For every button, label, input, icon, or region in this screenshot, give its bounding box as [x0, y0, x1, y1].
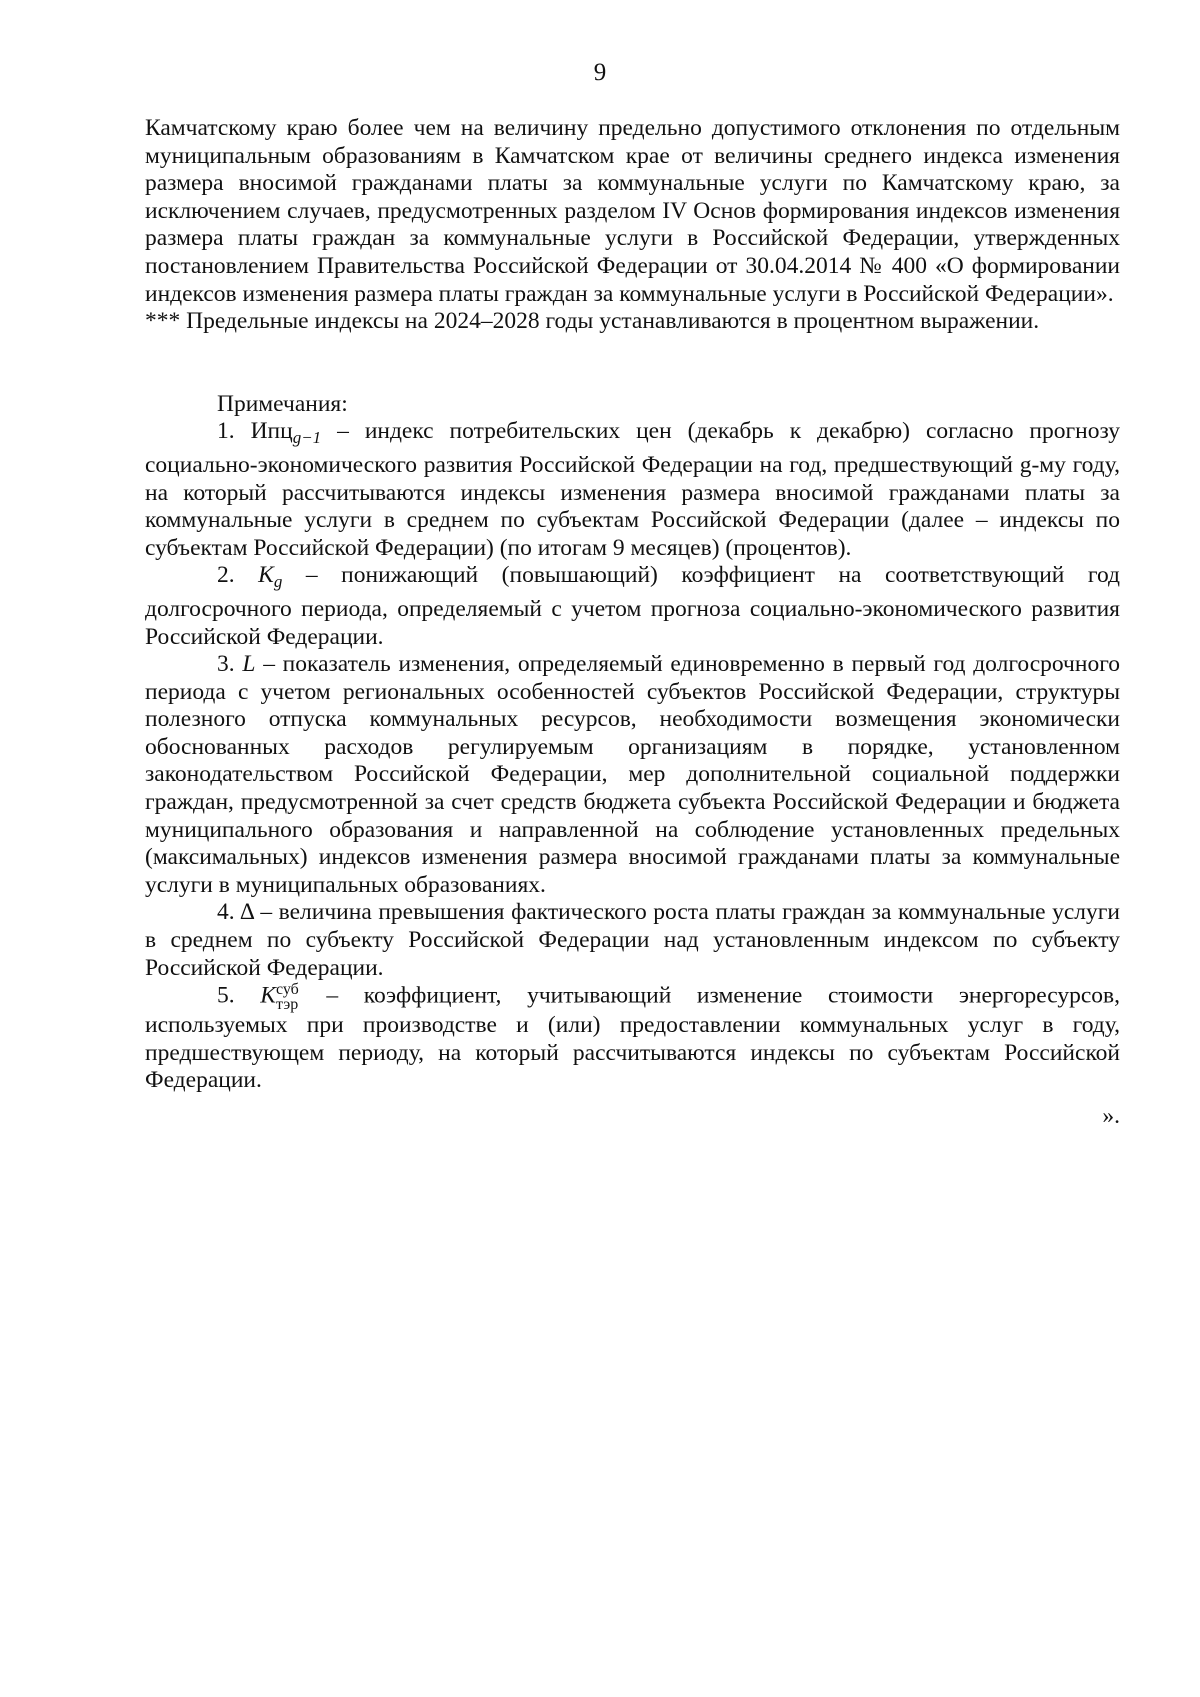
- note-number: 3.: [217, 651, 235, 678]
- note-number: 4.: [217, 899, 235, 926]
- note-symbol: Δ: [239, 899, 254, 926]
- footnote: [145, 308, 1120, 336]
- note-number: 2.: [217, 562, 235, 589]
- note-item: [145, 982, 1120, 1095]
- note-text: – коэффициент, учитывающий изменение стоимости энергоресурсов, используемых при производстве и (или) предоставлении коммунальных услуг в году, предшествующем периоду, на который рассчитываются индексы по субъектам Российской Федерации.: [145, 982, 1120, 1094]
- note-item: [145, 899, 1120, 982]
- note-symbol-subscript: тэр: [275, 996, 299, 1014]
- note-item: [145, 651, 1120, 899]
- note-symbol-superscript: суб: [275, 981, 299, 999]
- continuation-paragraph: Камчатскому краю более чем на величину предельно допустимого отклонения по отдельным муниципальным образованиям в Камчатском крае от величины среднего индекса изменения размера вносимой гражданами платы за коммунальные услуги по Камчатскому краю, за исключением случаев, предусмотренных разделом IV Основ формирования индексов изменения размера платы граждан за коммунальные услуги в Российской Федерации, утвержденных постановлением Правительства Российской Федерации от 30.04.2014 № 400 «О формировании индексов изменения размера платы граждан за коммунальные услуги в Российской Федерации».: [145, 115, 1120, 307]
- note-text: – понижающий (повышающий) коэффициент на соответствующий год долгосрочного периода, определяемый с учетом прогноза социально-экономического развития Российской Федерации.: [145, 562, 1120, 650]
- note-number: 5.: [217, 982, 235, 1009]
- note-symbol: K: [258, 562, 274, 589]
- page-number: 9: [593, 59, 607, 86]
- note-number: 1.: [217, 418, 235, 445]
- notes-title: Примечания:: [217, 390, 348, 417]
- note-symbol-subscript: g−1: [292, 428, 322, 448]
- footnote-marker: ***: [145, 308, 181, 335]
- note-text: – показатель изменения, определяемый единовременно в первый год долгосрочного периода с учетом региональных особенностей субъектов Российской Федерации, структуры полезного отпуска коммунальных ресурсов, необходимости возмещения экономически обоснованных расходов регулируемым организациям в порядке, установленном законодательством Российской Федерации, мер дополнительной социальной поддержки граждан, предусмотренной за счет средств бюджета субъекта Российской Федерации и бюджета муниципального образования и направленной на соблюдение установленных предельных (максимальных) индексов изменения размера вносимой гражданами платы за коммунальные услуги в муниципальных образованиях.: [145, 651, 1121, 898]
- note-symbol-scripts: [276, 982, 299, 1012]
- note-symbol: K: [260, 982, 276, 1009]
- note-symbol-subscript: g: [273, 572, 283, 592]
- note-item: [145, 418, 1120, 562]
- note-symbol: Ипц: [250, 418, 293, 445]
- note-item: [145, 562, 1120, 651]
- note-text: – индекс потребительских цен (декабрь к декабрю) согласно прогнозу социально-экономического развития Российской Федерации на год, предшествующий g-му году, на который рассчитываются индексы изменения размера вносимой гражданами платы за коммунальные услуги в среднем по субъектам Российской Федерации (далее – индексы по субъектам Российской Федерации) (по итогам 9 месяцев) (процентов).: [145, 418, 1121, 561]
- document-body: [145, 115, 1120, 1131]
- footnote-text: Предельные индексы на 2024–2028 годы устанавливаются в процентном выражении.: [180, 308, 1040, 335]
- note-symbol: L: [242, 651, 256, 678]
- note-text: – величина превышения фактического роста платы граждан за коммунальные услуги в среднем по субъекту Российской Федерации над установленным индексом по субъекту Российской Федерации.: [145, 899, 1120, 981]
- closing-quote-mark: ».: [1102, 1103, 1120, 1129]
